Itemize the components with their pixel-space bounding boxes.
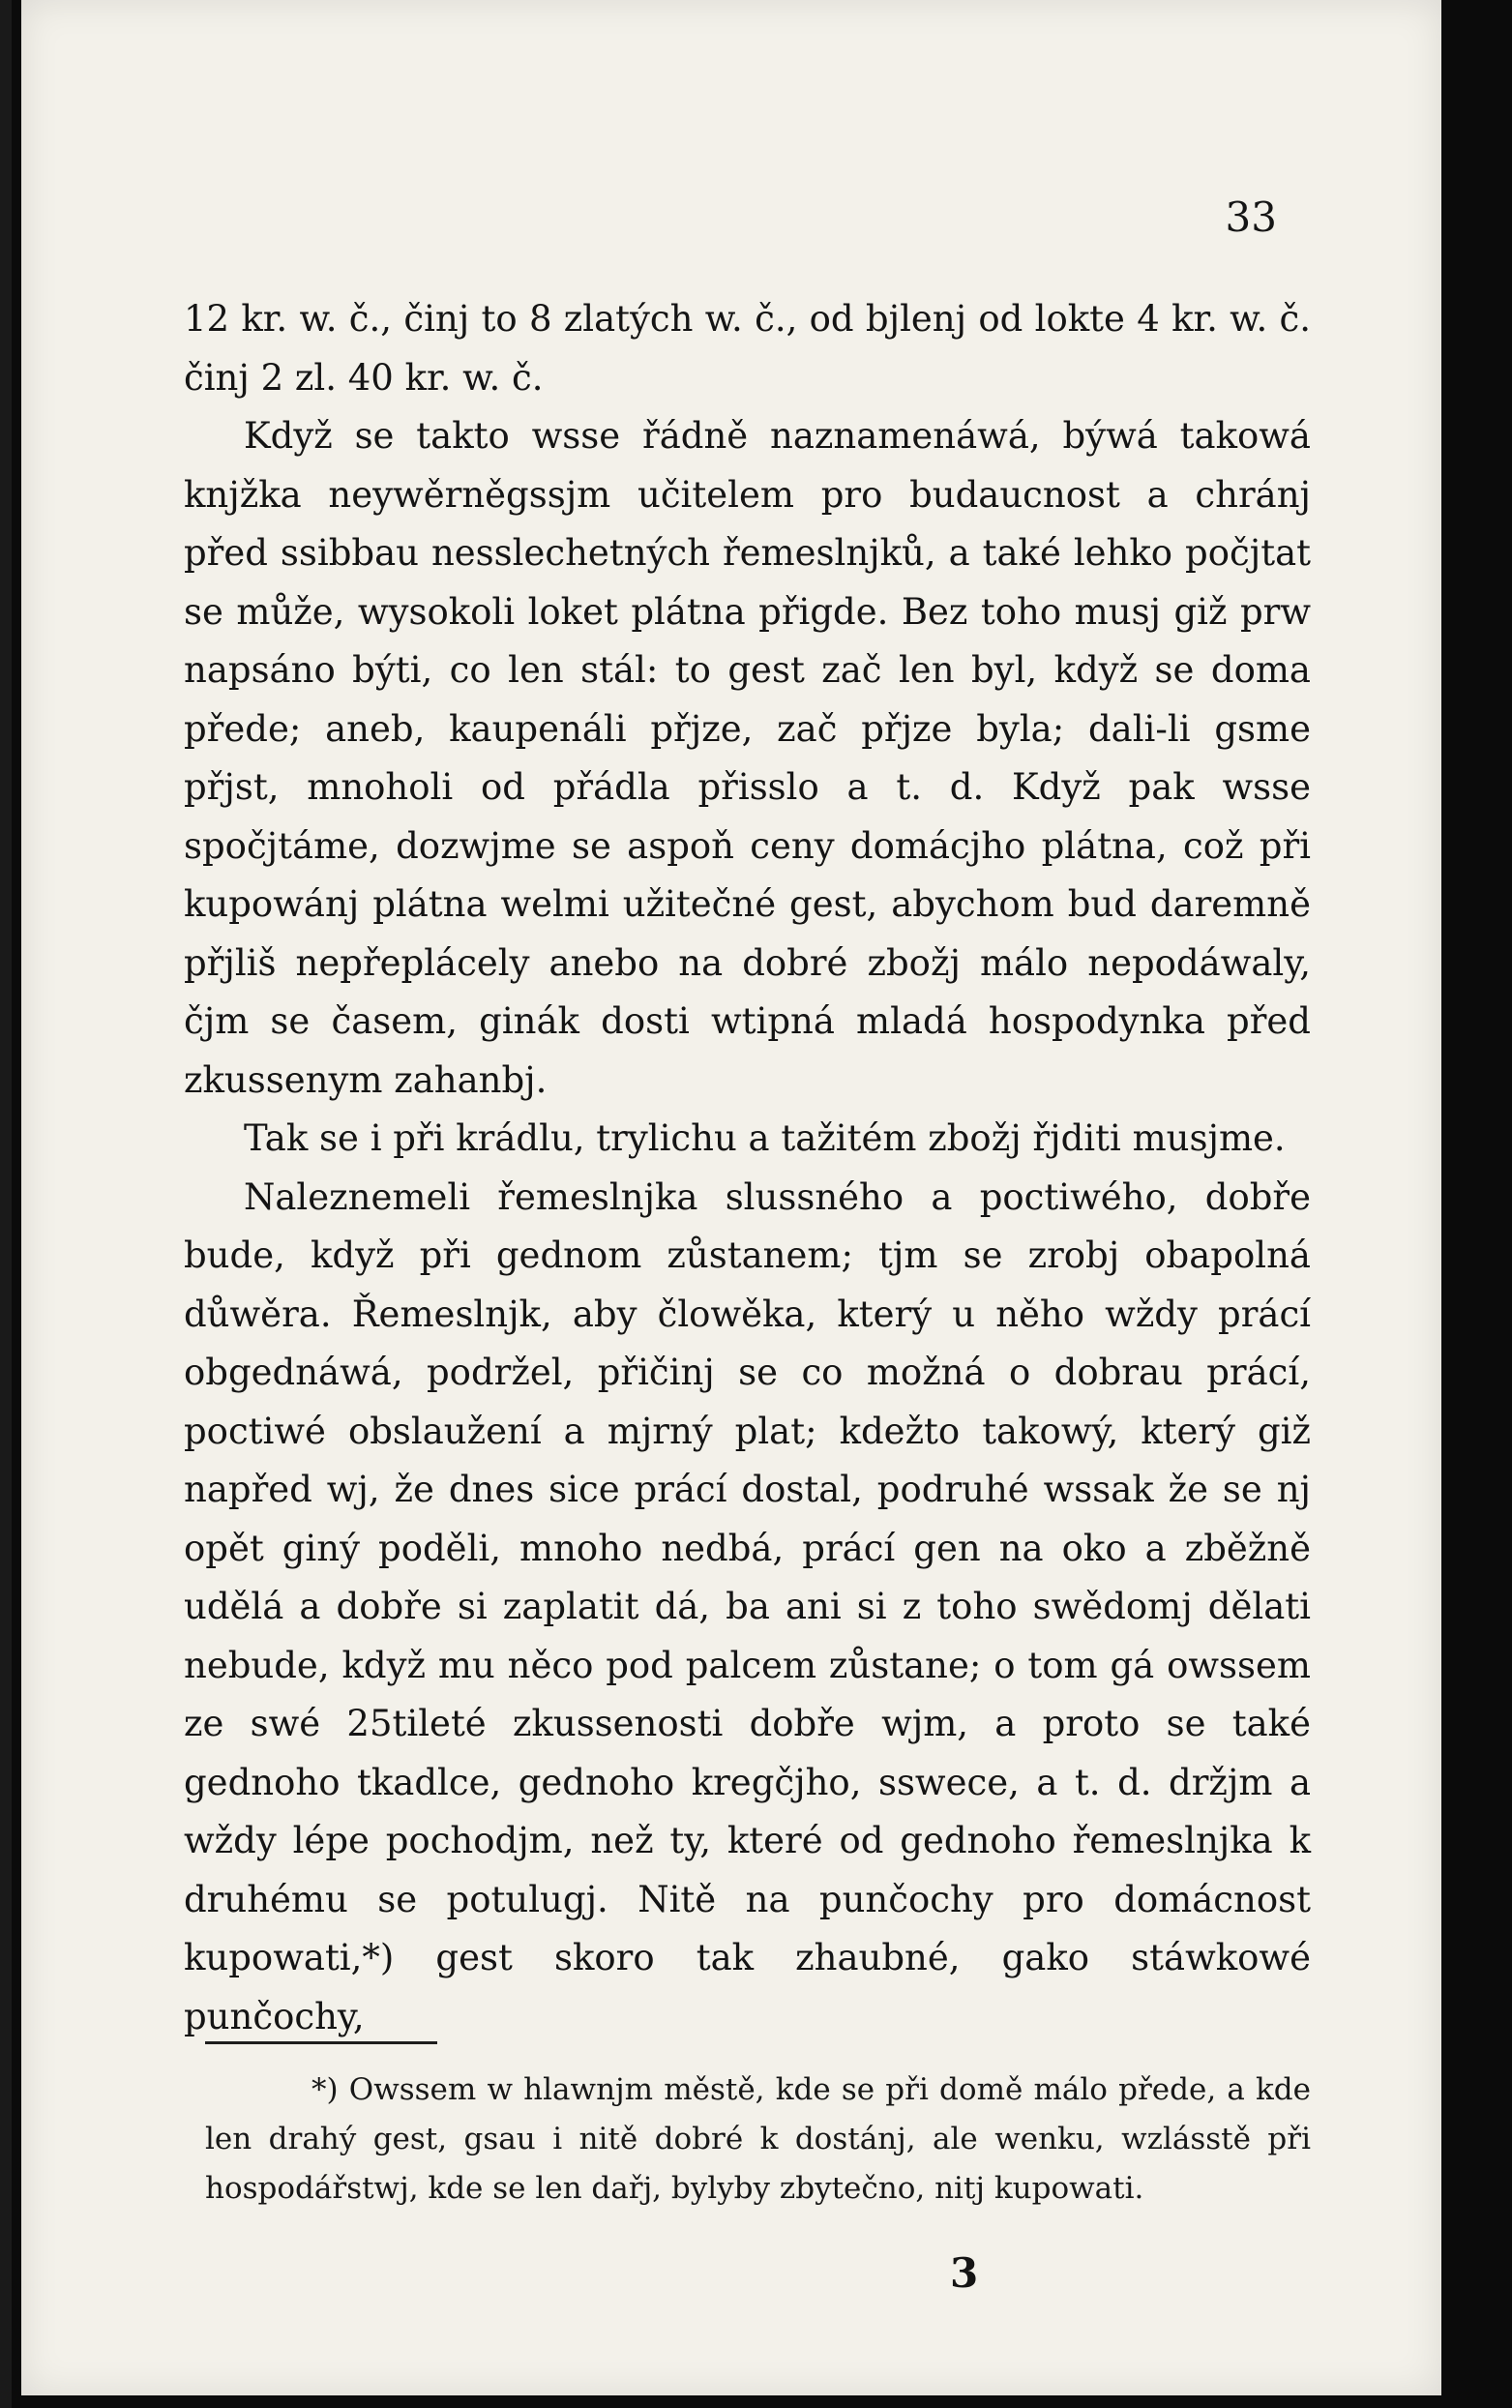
- body-text: [184, 290, 1311, 2046]
- scan-edge: [0, 0, 12, 2408]
- paragraph-2: Když se takto wsse řádně naznamenáwá, býwá takowá knjžka neywěrněgssjm učitelem pro budaucnost a chránj před ssibbau nesslechetných řemeslnjků, a také lehko počjtat se může, wysokoli loket plátna přigde. Bez toho musj giž prw napsáno býti, co len stál: to gest zač len byl, když se doma přede; aneb, kaupenáli přjze, zač přjze byla; dali-li gsme přjst, mnoholi od přádla přisslo a t. d. Když pak wsse spočjtáme, dozwjme se aspoň ceny domácjho plátna, což při kupowánj plátna welmi užitečné gest, abychom bud daremně přjliš nepřeplácely anebo na dobré zbožj málo nepodáwaly, čjm se časem, ginák dosti wtipná mladá hospodynka před zkussenym zahanbj.: [184, 415, 1311, 1101]
- paragraph-4: Naleznemeli řemeslnjka slussného a poctiwého, dobře bude, když při gednom zůstanem; tjm se zrobj obapolná důwěra. Řemeslnjk, aby člowěka, který u něho wždy prácí obgednáwá, podržel, přičinj se co možná o dobrau prácí, poctiwé obslaužení a mjrný plat; kdežto takowý, který giž napřed wj, že dnes sice prácí dostal, podruhé wssak že se nj opět giný poděli, mnoho nedbá, prácí gen na oko a zběžně udělá a dobře si zaplatit dá, ba ani si z toho swědomj dělati nebude, když mu něco pod palcem zůstane; o tom gá owssem ze swé 25tileté zkussenosti dobře wjm, a proto se také gednoho tkadlce, gednoho kregčjho, sswece, a t. d. držjm a wždy lépe pochodjm, než ty, které od gednoho řemeslnjka k druhému se potulugj. Nitě na punčochy pro domácnost kupowati,*) gest skoro tak zhaubné, gako stáwkowé punčochy,: [184, 1175, 1311, 2037]
- paragraph-1: 12 kr. w. č., činj to 8 zlatých w. č., od bjlenj od lokte 4 kr. w. č. činj 2 zl. 40 kr. w. č.: [184, 298, 1311, 399]
- signature-mark: 3: [950, 2249, 979, 2297]
- page-number: 33: [1225, 193, 1277, 241]
- footnote-divider: [205, 2041, 437, 2044]
- book-page: [21, 0, 1441, 2395]
- footnote: *) Owssem w hlawnjm městě, kde se při domě málo přede, a kde len drahý gest, gsau i nitě dobré k dostánj, ale wenku, wzlásstě při hospodářstwj, kde se len dařj, bylyby zbytečno, nitj kupowati.: [205, 2072, 1311, 2206]
- paragraph-3: Tak se i při krádlu, trylichu a tažitém zbožj řjditi musjme.: [244, 1117, 1286, 1159]
